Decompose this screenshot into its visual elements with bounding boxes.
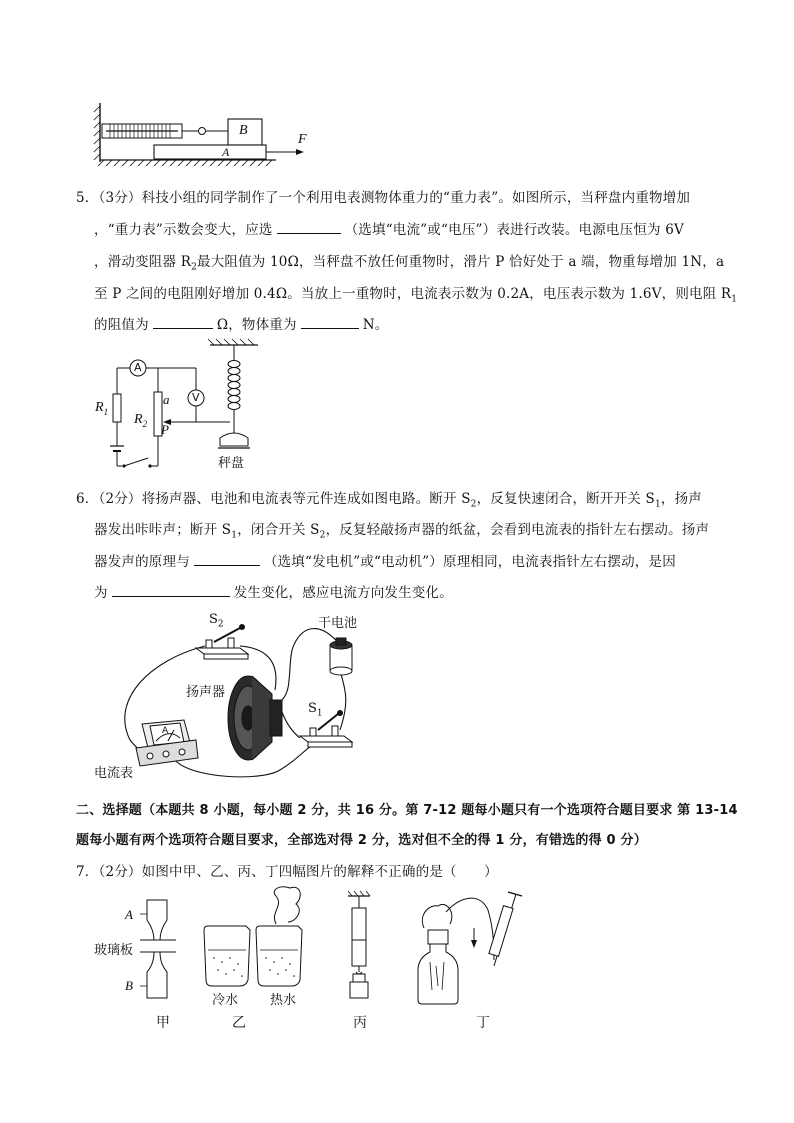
label-q7-a: A [125,907,133,922]
q5-line-1: 5．（3分）科技小组的同学制作了一个利用电表测物体重力的“重力表”。如图所示，当秤盘内重物增加 [76,190,691,206]
label-s1: $S_1$ [308,701,323,719]
label-block-a: A [222,145,230,159]
q5-line-5: 的阻值为 Ω，物体重为 N。 [94,317,389,333]
q5-line-4: 至 P 之间的电阻刚好增加 0.4Ω。当放上一重物时，电流表示数为 0.2A，电压表示数为 1.6V，则电阻 $R_1$ [94,286,738,305]
q5-line-3: ，滑动变阻器 $R_2$最大阻值为 10Ω，当秤盘不放任何重物时，滑片 P 恰好处于 a 端，物重每增加 1N，a [94,254,725,273]
label-s2: $S_2$ [209,612,224,630]
caption-yi: 乙 [232,1015,246,1031]
q7-line-1: 7．（2分）如图中甲、乙、丙、丁四幅图片的解释不正确的是（ ） [76,864,498,880]
caption-jia: 甲 [156,1015,170,1031]
q6-line-4: 为 发生变化，感应电流方向发生变化。 [94,585,453,601]
label-slider-p: P [161,422,169,437]
section-2-line-2: 题每小题有两个选项符合题目要求，全部选对得 2 分，选对但不全的得 1 分，有错选的得 0 分） [76,833,647,848]
voltmeter-symbol: V [192,391,200,404]
label-r2: $R_2$ [134,412,148,429]
label-a-end: a [163,392,170,407]
caption-ding: 丁 [476,1015,490,1031]
label-force-f: F [298,132,307,147]
ammeter-dial-letter: A [162,726,169,736]
label-speaker: 扬声器 [186,685,226,700]
q6-line-1: 6．（2分）将扬声器、电池和电流表等元件连成如图电路。断开 $S_2$，反复快速闭合，断开开关 $S_1$，扬声 [76,491,702,510]
label-q7-b: B [125,978,133,993]
q5-line-2: ，“重力表”示数会变大，应选 （选填“电流”或“电压”）表进行改装。电源电压恒为 6V [94,222,684,238]
q6-line-2: 器发出咔咔声；断开 $S_1$，闭合开关 $S_2$，反复轻敲扬声器的纸盆，会看到电流表的指针左右摆动。扬声 [94,522,710,541]
label-glass-plate: 玻璃板 [94,943,134,958]
label-cold-water: 冷水 [212,993,239,1008]
label-block-b: B [239,123,248,138]
caption-bing: 丙 [353,1015,367,1031]
label-r1: $R_1$ [95,400,109,417]
q6-line-3: 器发声的原理与 （选填“发电机”或“电动机”）原理相同，电流表指针左右摆动，是因 [94,554,676,570]
section-2-line-1: 二、选择题（本题共 8 小题，每小题 2 分，共 16 分。第 7-12 题每小题只有一个选项符合题目要求 第 13-14 [76,803,738,818]
label-hot-water: 热水 [270,993,297,1008]
label-ammeter: 电流表 [94,766,134,781]
ammeter-symbol: A [134,361,142,374]
label-pan: 秤盘 [218,456,245,471]
label-battery: 干电池 [318,616,358,631]
